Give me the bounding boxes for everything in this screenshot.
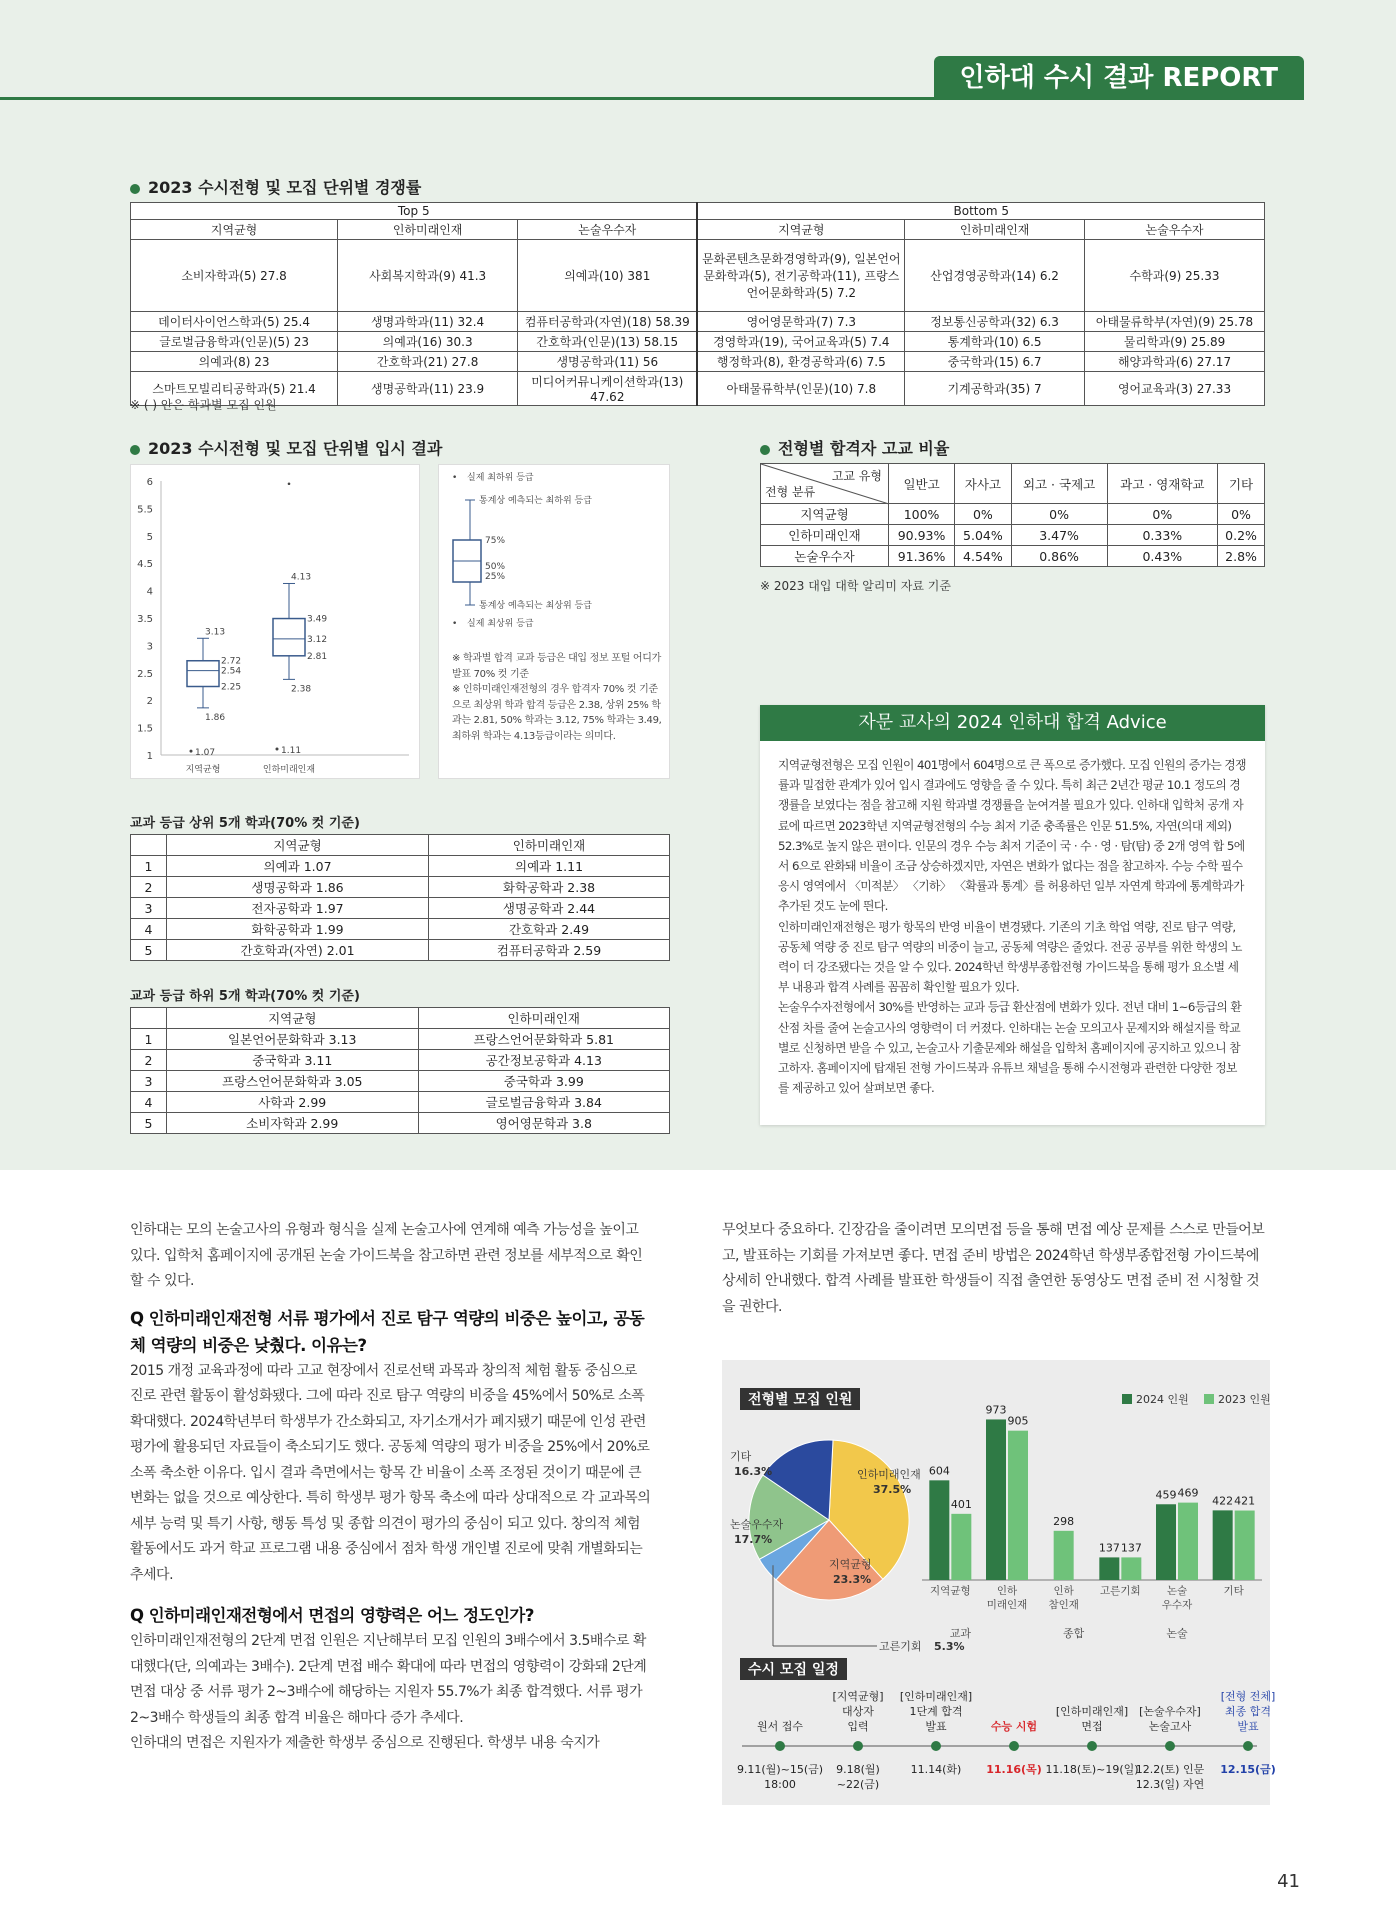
bar [1178, 1503, 1198, 1580]
table-cell: 화학공학과 1.99 [167, 919, 429, 940]
table-cell: 지역균형 [761, 504, 889, 525]
schedule-title: 수시 모집 일정 [740, 1658, 847, 1680]
legend-median: 50% [485, 562, 506, 572]
legend-q3: 75% [485, 536, 506, 546]
table-cell: 기계공학과(35) 7 [905, 372, 1085, 406]
column-header: 인하미래인재 [338, 220, 518, 240]
table-cell: 생명공학과 1.86 [167, 877, 429, 898]
y-tick-label: 4 [146, 586, 153, 598]
pie-value-label: 16.3% [734, 1465, 773, 1478]
table-cell: 2 [131, 877, 167, 898]
bottom5-title: 교과 등급 하위 5개 학과(70% 컷 기준) [130, 989, 360, 1004]
bar-value-label: 137 [1098, 1541, 1120, 1555]
table-cell: 4.54% [955, 546, 1012, 567]
table-cell: 일본언어문화학과 3.13 [167, 1029, 419, 1050]
table-cell: 0% [1107, 504, 1218, 525]
bar-value-label: 905 [1007, 1414, 1029, 1428]
legend-q1: 25% [485, 572, 506, 582]
table-row [131, 856, 670, 877]
table-row [131, 312, 1265, 332]
legend-dot2: • [452, 619, 458, 629]
min-point [276, 747, 279, 750]
schedule-label: 최종 합격 [1224, 1705, 1272, 1718]
bar [929, 1480, 949, 1580]
box [273, 619, 305, 656]
table-row [761, 525, 1265, 546]
table-row [131, 352, 1265, 372]
timeline-dot [1009, 1741, 1019, 1751]
legend-note2: ※ 인하미래인재전형의 경우 합격자 70% 컷 기준으로 최상위 학과 합격 등급은 2.38, 상위 25% 학과는 2.81, 50% 학과는 3.12, 75% 학과는 3.49, 최하위 학과는 4.13등급이라는 의미다. [452, 684, 662, 742]
report-title: 인하대 수시 결과 REPORT [934, 56, 1305, 100]
table-cell: 생명공학과 2.44 [429, 898, 670, 919]
table-cell: 1 [131, 856, 167, 877]
table-cell: 간호학과(인문)(13) 58.15 [518, 332, 698, 352]
table-row [131, 940, 670, 961]
timeline-dot [775, 1741, 785, 1751]
table-cell: 0.86% [1011, 546, 1107, 567]
schedule-label: 대상자 [842, 1705, 874, 1718]
table-row [131, 372, 1265, 406]
legend-max: 실제 최상위 등급 [467, 619, 534, 629]
table-cell: 영어영문학과 3.8 [418, 1113, 670, 1134]
schedule-label: 입력 [847, 1720, 869, 1733]
ratio-corner: 고교 유형 전형 분류 [761, 464, 889, 504]
timeline-dot [931, 1741, 941, 1751]
box [187, 661, 219, 687]
bar [1008, 1431, 1028, 1580]
column-header [131, 1008, 167, 1029]
recruit-chart-svg [722, 1360, 1271, 1653]
schedule-label: [지역균형] [832, 1690, 884, 1703]
bar [1054, 1531, 1074, 1580]
table-cell: 아태물류학부(인문)(10) 7.8 [697, 372, 904, 406]
legend-min: 실제 최하위 등급 [467, 473, 534, 483]
bar-value-label: 421 [1234, 1494, 1256, 1508]
schedule-date: 9.18(월) [836, 1763, 880, 1776]
bar-category-label: 우수자 [1161, 1599, 1193, 1611]
table-cell: 논술우수자 [761, 546, 889, 567]
legend-dot: • [452, 473, 458, 483]
top5-label: Top 5 [131, 203, 698, 220]
top5-title: 교과 등급 상위 5개 학과(70% 컷 기준) [130, 816, 360, 831]
table-row [131, 1029, 670, 1050]
right-column [722, 1218, 1270, 1330]
column-header: 과고 · 영재학교 [1107, 464, 1218, 504]
boxplot-legend [438, 464, 670, 779]
right-paragraph: 무엇보다 중요하다. 긴장감을 줄이려면 모의면접 등을 통해 면접 예상 문제를 스스로 만들어보고, 발표하는 기회를 가져보면 좋다. 면접 준비 방법은 2024학년 학생부종합전형 가이드북에 상세히 안내했다. 합격 사례를 발표한 학생들이 직접 출연한 동영상도 면접 준비 전 시청할 것을 권한다. [722, 1222, 1265, 1315]
timeline-dot [1087, 1741, 1097, 1751]
bar-category-label: 인하 [996, 1585, 1018, 1597]
x-tick-label: 인하미래인재 [262, 765, 316, 775]
bar-value-label: 973 [985, 1403, 1007, 1417]
table-cell: 생명과학과(11) 32.4 [338, 312, 518, 332]
table-cell: 91.36% [889, 546, 955, 567]
schedule-date: 11.18(토)~19(일) [1045, 1763, 1139, 1776]
bar-category-label: 미래인재 [986, 1599, 1028, 1611]
q3-label: 2.72 [221, 656, 242, 667]
table-cell: 2.8% [1218, 546, 1265, 567]
schedule-date: ~22(금) [836, 1778, 880, 1791]
table-cell: 0.2% [1218, 525, 1265, 546]
bar-value-label: 469 [1177, 1486, 1199, 1500]
table-cell: 인하미래인재 [761, 525, 889, 546]
column-header: 일반고 [889, 464, 955, 504]
schedule-label: [인하미래인재] [1055, 1705, 1129, 1718]
bar [986, 1419, 1006, 1580]
bottom5-label: Bottom 5 [697, 203, 1264, 220]
table-cell: 데이터사이언스학과(5) 25.4 [131, 312, 338, 332]
table-cell: 0.33% [1107, 525, 1218, 546]
section3-title: 전형별 합격자 고교 비율 [760, 436, 949, 459]
advice-box [760, 705, 1265, 1125]
bar [1099, 1557, 1119, 1580]
pie-category-label: 기타 [730, 1450, 752, 1463]
table-cell: 스마트모빌리티공학과(5) 21.4 [131, 372, 338, 406]
bar-value-label: 604 [928, 1464, 950, 1478]
question1: Q 인하미래인재전형 서류 평가에서 진로 탐구 역량의 비중은 높이고, 공동체 역량의 비중은 낮췄다. 이유는? [130, 1308, 645, 1355]
recruit-infobox [722, 1360, 1276, 1805]
table-row [131, 1113, 670, 1134]
pie-category-label: 고른기회 [879, 1640, 922, 1653]
bullet-icon [760, 445, 770, 455]
bar-value-label: 422 [1212, 1494, 1234, 1508]
y-tick-label: 5 [146, 531, 153, 543]
column-header: 지역균형 [131, 220, 338, 240]
bar-value-label: 401 [950, 1497, 972, 1511]
boxplot-chart [130, 464, 420, 779]
advice-title: 자문 교사의 2024 인하대 합격 Advice [760, 705, 1265, 741]
table-cell: 컴퓨터공학과(자연)(18) 58.39 [518, 312, 698, 332]
column-header: 지역균형 [697, 220, 904, 240]
table-cell: 2 [131, 1050, 167, 1071]
y-tick-label: 1.5 [137, 723, 153, 735]
table-cell: 글로벌금융학과(인문)(5) 23 [131, 332, 338, 352]
schedule-date: 18:00 [764, 1778, 796, 1791]
table-cell: 5 [131, 1113, 167, 1134]
table-cell: 3.47% [1011, 525, 1107, 546]
table-cell: 의예과(10) 381 [518, 240, 698, 312]
legend-swatch [1204, 1394, 1214, 1404]
schedule-label: [인하미래인재] [899, 1690, 973, 1703]
legend-note1: ※ 학과별 합격 교과 등급은 대입 정보 포털 어디가 발표 70% 컷 기준 [452, 653, 661, 680]
table-cell: 의예과(8) 23 [131, 352, 338, 372]
column-header: 인하미래인재 [429, 835, 670, 856]
bullet-icon [130, 445, 140, 455]
table-cell: 간호학과 2.49 [429, 919, 670, 940]
table-cell: 문화콘텐츠문화경영학과(9), 일본언어문화학과(5), 전기공학과(11), 프랑스언어문화학과(5) 7.2 [697, 240, 904, 312]
table-cell: 소비자학과 2.99 [167, 1113, 419, 1134]
page-number: 41 [1277, 1871, 1300, 1892]
legend-low: 통계상 예측되는 최하위 등급 [479, 496, 592, 506]
schedule-date: 9.11(월)~15(금) [736, 1763, 824, 1776]
table-cell: 프랑스언어문화학과 5.81 [418, 1029, 670, 1050]
advice-p1: 지역균형전형은 모집 인원이 401명에서 604명으로 큰 폭으로 증가했다. 모집 인원의 증가는 경쟁률과 밀접한 관계가 있어 입시 결과에도 영향을 줄 수 있다. 특히 최근 2년간 평균 10.1 정도의 경쟁률을 보였다는 점을 참고해 지원 학과별 경쟁률을 눈여겨볼 필요가 있다. 인하대 입학처 공개 자료에 따르면 2023학년 지역균형전형의 수능 최저 기준 충족률은 인문 51.5%, 자연(의대 제외) 52.3%로 높지 않은 편이다. 인문의 경우 수능 최저 기준이 국 · 수 · 영 · 탐(탐) 중 2개 영역 합 5에서 6으로 완화돼 비율이 조금 상승하겠지만, 자연은 변화가 없다는 점을 참고하자. 수능 수학 필수 응시 영역에서 〈미적분〉 〈기하〉 〈확률과 통계〉를 허용하던 일부 자연계 학과에 통계학과가 추가된 것도 눈에 띈다. [778, 758, 1246, 914]
table-cell: 공간정보공학과 4.13 [418, 1050, 670, 1071]
schedule-date: 12.2(토) 인문 [1135, 1763, 1205, 1776]
left-column [130, 1218, 652, 1767]
schedule-label: 원서 접수 [756, 1720, 804, 1733]
table-row [131, 1071, 670, 1092]
table-cell: 수학과(9) 25.33 [1085, 240, 1265, 312]
table-cell: 산업경영공학과(14) 6.2 [905, 240, 1085, 312]
table-cell: 간호학과(21) 27.8 [338, 352, 518, 372]
pie-value-label: 37.5% [873, 1483, 912, 1496]
bar-category-label: 고른기회 [1100, 1585, 1141, 1597]
table-row [131, 1050, 670, 1071]
table-cell: 해양과학과(6) 27.17 [1085, 352, 1265, 372]
table-cell: 사회복지학과(9) 41.3 [338, 240, 518, 312]
table-row [131, 332, 1265, 352]
table-row [761, 504, 1265, 525]
table-cell: 경영학과(19), 국어교육과(5) 7.4 [697, 332, 904, 352]
pie-category-label: 지역균형 [829, 1558, 872, 1571]
answer2: 인하미래인재전형의 2단계 면접 인원은 지난해부터 모집 인원의 3배수에서 3.5배수로 확대했다(단, 의예과는 3배수). 2단계 면접 배수 확대에 따라 면접의 영향력이 강화돼 2단계 면접 대상 중 서류 평가 2~3배수에 해당하는 지원자 55.7%가 최종 합격했다. 서류 평가 2~3배수 학생들의 최종 합격 비율은 해마다 증가 추세다. [130, 1633, 647, 1726]
timeline-dot [1165, 1741, 1175, 1751]
table-cell: 5.04% [955, 525, 1012, 546]
schedule-date: 12.3(일) 자연 [1135, 1778, 1205, 1791]
table-cell: 전자공학과 1.97 [167, 898, 429, 919]
table-cell: 물리학과(9) 25.89 [1085, 332, 1265, 352]
table-cell: 화학공학과 2.38 [429, 877, 670, 898]
pie-value-label: 5.3% [934, 1640, 965, 1653]
timeline-dot [853, 1741, 863, 1751]
schedule-date: 11.16(목) [986, 1763, 1042, 1776]
group-label: 종합 [1063, 1627, 1085, 1640]
bar-value-label: 298 [1053, 1514, 1075, 1528]
bar-value-label: 137 [1120, 1541, 1142, 1555]
schedule-label: 논술고사 [1148, 1720, 1192, 1733]
table-cell: 90.93% [889, 525, 955, 546]
bar [1156, 1504, 1176, 1580]
bar [1235, 1511, 1255, 1580]
min-label: 1.07 [195, 748, 216, 759]
table-cell: 100% [889, 504, 955, 525]
bar [1213, 1510, 1233, 1580]
legend-label: 2024 인원 [1136, 1393, 1189, 1406]
group-label: 교과 [949, 1627, 971, 1640]
column-header: 논술우수자 [1085, 220, 1265, 240]
column-header: 지역균형 [167, 1008, 419, 1029]
section1-title: 2023 수시전형 및 모집 단위별 경쟁률 [130, 175, 421, 198]
advice-p3: 논술우수자전형에서 30%를 반영하는 교과 등급 환산점에 변화가 있다. 전년 대비 1~6등급의 환산점 차를 줄여 논술고사의 영향력이 더 커졌다. 인하대는 논술 모의고사 문제지와 해설지를 학교별로 신청하면 받을 수 있고, 논술고사 기출문제와 해설을 입학처 홈페이지에 공지하고 있으니 참고하자. 홈페이지에 탑재된 전형 가이드북과 유튜브 채널을 통해 수시전형과 관련한 다양한 정보를 제공하고 있어 살펴보면 좋다. [778, 1000, 1242, 1096]
table-cell: 간호학과(자연) 2.01 [167, 940, 429, 961]
school-ratio-table [760, 463, 1265, 567]
schedule-date: 12.15(금) [1220, 1763, 1276, 1776]
schedule-label: [논술우수자] [1139, 1705, 1201, 1718]
column-header: 인하미래인재 [418, 1008, 670, 1029]
timeline-dot [1243, 1741, 1253, 1751]
competition-table [130, 202, 1265, 406]
table-cell: 사학과 2.99 [167, 1092, 419, 1113]
median-label: 3.12 [307, 634, 328, 645]
answer1: 2015 개정 교육과정에 따라 고교 현장에서 진로선택 과목과 창의적 체험 활동 중심으로 진로 관련 활동이 활성화됐다. 그에 따라 진로 탐구 역량의 비중을 45%에서 50%로 소폭 확대했다. 2024학년부터 학생부가 간소화되고, 자기소개서가 폐지됐기 때문에 인성 관련 평가에 활용되던 자료들이 축소되기도 했다. 공동체 역량의 평가 비중을 25%에서 20%로 소폭 축소한 이유다. 입시 결과 측면에서는 항목 간 비율이 소폭 조정된 것이기 때문에 큰 변화는 없을 것으로 예상한다. 특히 학생부 평가 항목 축소에 따라 상대적으로 각 교과목의 세부 능력 및 특기 사항, 행동 특성 및 종합 의견이 평가의 중심이 되고 있다. 창의적 체험 활동에서도 과거 학교 프로그램 내용 중심에서 점차 학생 개인별 진로에 맞춰 개별화되는 추세다. [130, 1362, 651, 1583]
group-label: 논술 [1166, 1627, 1188, 1640]
column-header: 자사고 [955, 464, 1012, 504]
table-cell: 생명공학과(11) 56 [518, 352, 698, 372]
answer2b: 인하대의 면접은 지원자가 제출한 학생부 중심으로 진행된다. 학생부 내용 숙지가 [130, 1735, 600, 1751]
table-cell: 0% [1011, 504, 1107, 525]
table-row [131, 240, 1265, 312]
bar-category-label: 논술 [1166, 1585, 1188, 1597]
y-tick-label: 1 [146, 751, 153, 762]
table-cell: 소비자학과(5) 27.8 [131, 240, 338, 312]
schedule-label: 1단계 합격 [909, 1705, 963, 1718]
bar-category-label: 참인재 [1048, 1599, 1079, 1611]
table-cell: 3 [131, 898, 167, 919]
table-row [761, 546, 1265, 567]
table-cell: 영어영문학과(7) 7.3 [697, 312, 904, 332]
legend-label: 2023 인원 [1218, 1393, 1271, 1406]
table-row [131, 919, 670, 940]
table-cell: 프랑스언어문화학과 3.05 [167, 1071, 419, 1092]
table-cell: 의예과 1.07 [167, 856, 429, 877]
table-cell: 1 [131, 1029, 167, 1050]
bar-category-label: 기타 [1223, 1585, 1244, 1597]
column-header: 외고 · 국제고 [1011, 464, 1107, 504]
schedule-label: 발표 [1237, 1720, 1259, 1733]
table-cell: 0% [1218, 504, 1265, 525]
median-label: 2.54 [221, 666, 242, 677]
column-header: 기타 [1218, 464, 1265, 504]
bar [1121, 1557, 1141, 1580]
legend-svg [439, 465, 671, 630]
intro-paragraph: 인하대는 모의 논술고사의 유형과 형식을 실제 논술고사에 연계해 예측 가능성을 높이고 있다. 입학처 홈페이지에 공개된 논술 가이드북을 참고하면 관련 정보를 세부적으로 확인할 수 있다. [130, 1222, 643, 1289]
y-tick-label: 2 [146, 696, 153, 708]
table-cell: 생명공학과(11) 23.9 [338, 372, 518, 406]
min-label: 1.11 [281, 745, 302, 756]
y-tick-label: 3.5 [137, 614, 153, 625]
high-label: 3.13 [205, 627, 226, 638]
schedule-date: 11.14(화) [910, 1763, 962, 1776]
advice-p2: 인하미래인재전형은 평가 항목의 반영 비율이 변경됐다. 기존의 기초 학업 역량, 진로 탐구 역량, 공동체 역량 중 진로 탐구 역량의 비중이 늘고, 공동체 역량은 줄었다. 전공 공부를 위한 학생의 노력이 더 강조됐다는 것을 알 수 있다. 2024학년 학생부종합전형 가이드북을 통해 평가 요소별 세부 내용과 합격 사례를 꼼꼼히 확인할 필요가 있다. [778, 919, 1242, 995]
y-tick-label: 3 [146, 641, 153, 653]
section3-note: ※ 2023 대입 대학 알리미 자료 기준 [760, 579, 951, 593]
q1-label: 2.25 [221, 682, 242, 693]
bar-category-label: 인하 [1053, 1585, 1074, 1597]
schedule-label: 발표 [925, 1720, 947, 1733]
report-rule [0, 97, 1304, 100]
y-tick-label: 5.5 [137, 504, 153, 516]
table-cell: 3 [131, 1071, 167, 1092]
column-header: 지역균형 [167, 835, 429, 856]
table-cell: 행정학과(8), 환경공학과(6) 7.5 [697, 352, 904, 372]
q3-label: 3.49 [307, 614, 328, 625]
table-cell: 4 [131, 1092, 167, 1113]
low-label: 1.86 [205, 712, 226, 723]
pie-value-label: 17.7% [734, 1533, 773, 1546]
table-cell: 0% [955, 504, 1012, 525]
bar-category-label: 지역균형 [930, 1585, 971, 1597]
schedule-svg [722, 1670, 1276, 1805]
column-header: 논술우수자 [518, 220, 698, 240]
table-row [131, 1092, 670, 1113]
table-cell: 영어교육과(3) 27.33 [1085, 372, 1265, 406]
min-point [190, 750, 193, 753]
table-row [131, 877, 670, 898]
column-header [131, 835, 167, 856]
bullet-icon [130, 184, 140, 194]
table-cell: 의예과(16) 30.3 [338, 332, 518, 352]
pie-value-label: 23.3% [833, 1573, 872, 1586]
pie-category-label: 논술우수자 [730, 1518, 784, 1531]
y-tick-label: 6 [146, 477, 153, 488]
legend-swatch [1122, 1394, 1132, 1404]
table-cell: 중국학과(15) 6.7 [905, 352, 1085, 372]
question2: Q 인하미래인재전형에서 면접의 영향력은 어느 정도인가? [130, 1606, 534, 1625]
table-cell: 글로벌금융학과 3.84 [418, 1092, 670, 1113]
table-cell: 5 [131, 940, 167, 961]
top5-table [130, 834, 670, 961]
table-cell: 아태물류학부(자연)(9) 25.78 [1085, 312, 1265, 332]
schedule-label: [전형 전체] [1220, 1690, 1276, 1703]
boxplot-svg [131, 465, 421, 780]
table-cell: 통계학과(10) 6.5 [905, 332, 1085, 352]
q1-label: 2.81 [307, 651, 328, 662]
legend-high: 통계상 예측되는 최상위 등급 [479, 601, 592, 611]
low-label: 2.38 [291, 684, 312, 695]
column-header: 인하미래인재 [905, 220, 1085, 240]
section2-title: 2023 수시전형 및 모집 단위별 입시 결과 [130, 436, 442, 459]
table-cell: 4 [131, 919, 167, 940]
high-label: 4.13 [291, 572, 312, 583]
table-cell: 중국학과 3.11 [167, 1050, 419, 1071]
outlier-point [288, 482, 291, 485]
table-cell: 의예과 1.11 [429, 856, 670, 877]
table-cell: 0.43% [1107, 546, 1218, 567]
schedule-label: 면접 [1081, 1720, 1103, 1733]
table-cell: 정보통신공학과(32) 6.3 [905, 312, 1085, 332]
bar-value-label: 459 [1155, 1488, 1177, 1502]
table-cell: 미디어커뮤니케이션학과(13) 47.62 [518, 372, 698, 406]
y-tick-label: 2.5 [137, 668, 153, 680]
bar [951, 1514, 971, 1580]
pie-category-label: 인하미래인재 [857, 1468, 921, 1481]
section1-note: ※ ( ) 안은 학과별 모집 인원 [130, 398, 277, 412]
table-row [131, 898, 670, 919]
bottom5-table [130, 1007, 670, 1134]
table-cell: 컴퓨터공학과 2.59 [429, 940, 670, 961]
schedule-label: 수능 시험 [990, 1720, 1038, 1733]
recruit-chart-title: 전형별 모집 인원 [740, 1388, 860, 1410]
table-cell: 중국학과 3.99 [418, 1071, 670, 1092]
x-tick-label: 지역균형 [185, 765, 221, 775]
y-tick-label: 4.5 [137, 559, 153, 571]
